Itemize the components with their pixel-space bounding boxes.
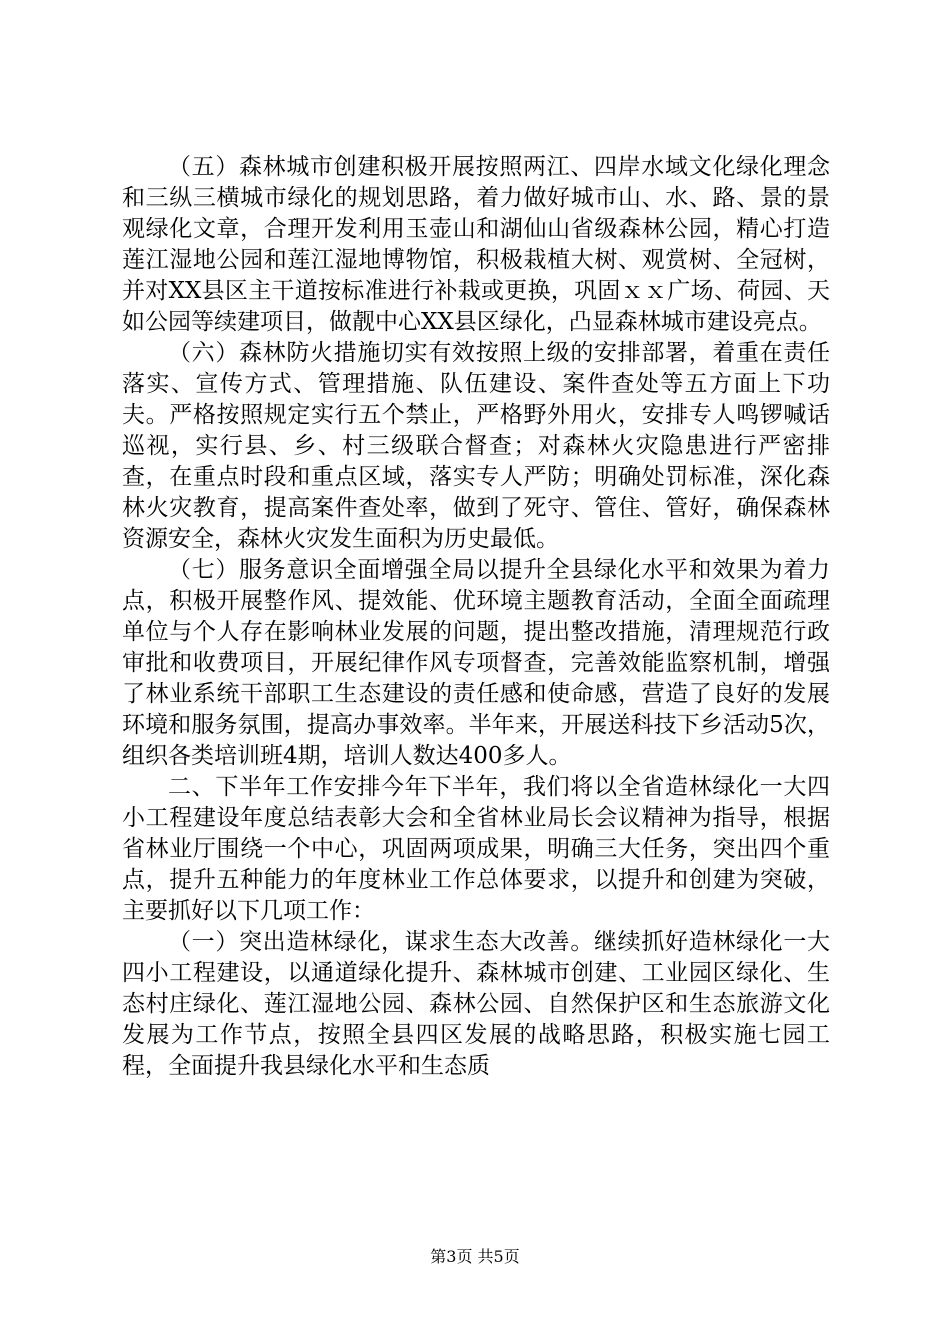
paragraph-1-afforestation: （一）突出造林绿化，谋求生态大改善。继续抓好造林绿化一大四小工程建设，以通道绿化提升、森林城市创建、工业园区绿化、生态村庄绿化、莲江湿地公园、森林公园、自然保护区和生态旅游文化发展为工作节点，按照全县四区发展的战略思路，积极实施七园工程，全面提升我县绿化水平和生态质 — [122, 929, 830, 1079]
paragraph-6-fire-prevention: （六）森林防火措施切实有效按照上级的安排部署，着重在责任落实、宣传方式、管理措施、队伍建设、案件查处等五方面上下功夫。严格按照规定实行五个禁止，严格野外用火，安排专人鸣锣喊话巡视，实行县、乡、村三级联合督查；对森林火灾隐患进行严密排查，在重点时段和重点区域，落实专人严防；明确处罚标准，深化森林火灾教育，提高案件查处率，做到了死守、管住、管好，确保森林资源安全，森林火灾发生面积为历史最低。 — [122, 340, 830, 552]
paragraph-7-service-awareness: （七）服务意识全面增强全局以提升全县绿化水平和效果为着力点，积极开展整作风、提效能、优环境主题教育活动，全面全面疏理单位与个人存在影响林业发展的问题，提出整改措施，清理规范行政审批和收费项目，开展纪律作风专项督查，完善效能监察机制，增强了林业系统干部职工生态建设的责任感和使命感，营造了良好的发展环境和服务氛围，提高办事效率。半年来，开展送科技下乡活动5次，组织各类培训班4期，培训人数达400多人。 — [122, 557, 830, 769]
page-number-footer: 第3页 共5页 — [430, 1247, 520, 1266]
paragraph-5-forest-city: （五）森林城市创建积极开展按照两江、四岸水域文化绿化理念和三纵三横城市绿化的规划思路，着力做好城市山、水、路、景的景观绿化文章，合理开发利用玉壶山和湖仙山省级森林公园，精心打造莲江湿地公园和莲江湿地博物馆，积极栽植大树、观赏树、全冠树，并对XX县区主干道按标准进行补栽或更换，巩固ｘｘ广场、荷园、天如公园等续建项目，做靓中心XX县区绿化，凸显森林城市建设亮点。 — [122, 154, 830, 335]
paragraph-second-half-plan: 二、下半年工作安排今年下半年，我们将以全省造林绿化一大四小工程建设年度总结表彰大会和全省林业局长会议精神为指导，根据省林业厅围绕一个中心，巩固两项成果，明确三大任务，突出四个重点，提升五种能力的年度林业工作总体要求，以提升和创建为突破，主要抓好以下几项工作： — [122, 774, 830, 924]
document-body — [122, 152, 830, 1082]
